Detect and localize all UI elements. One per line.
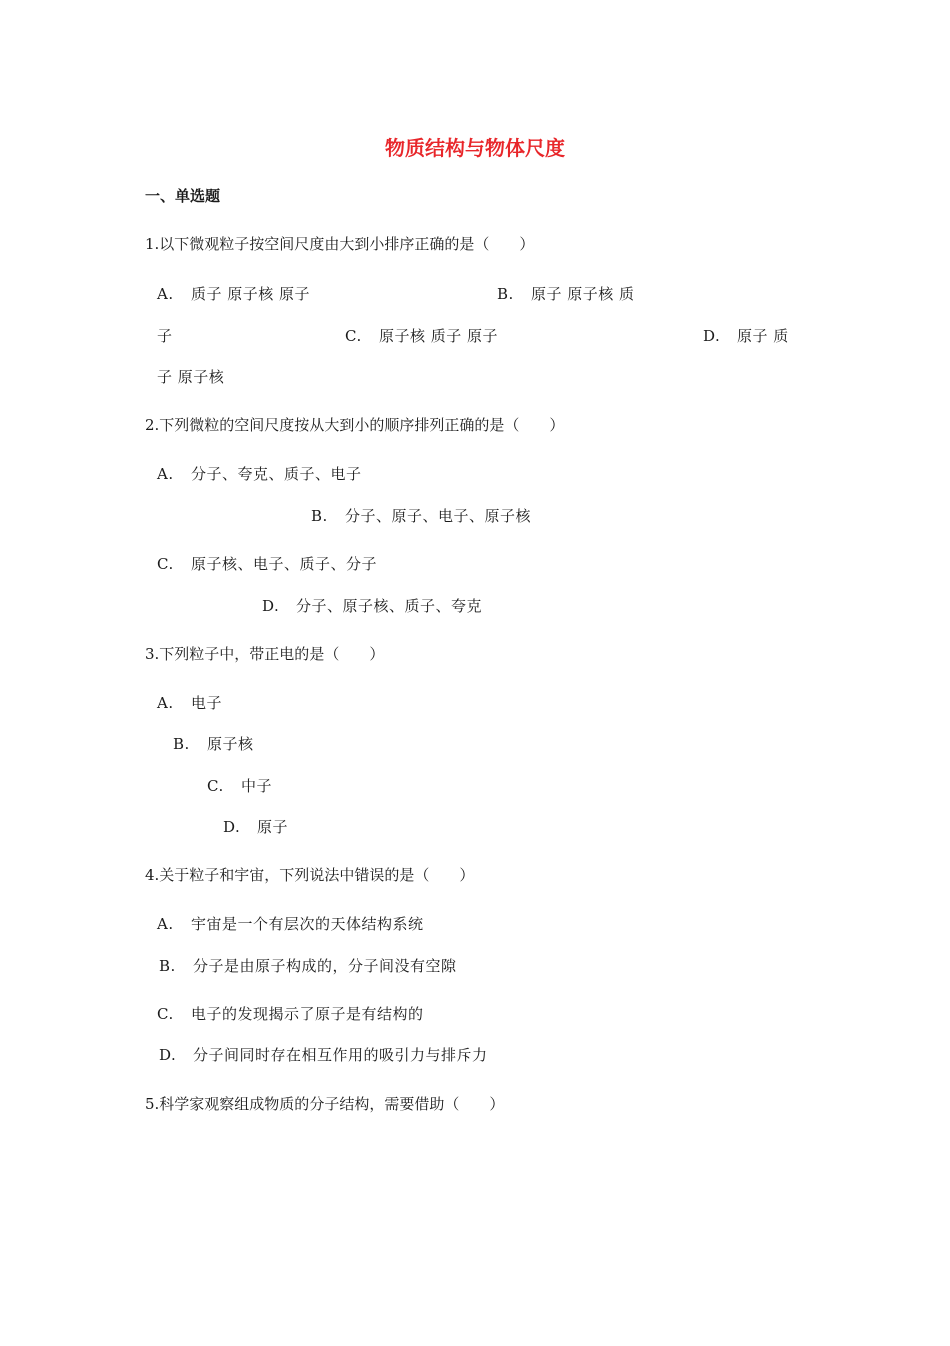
question-1-option-d-wrap: 子 原子核 <box>157 368 225 386</box>
question-4-stem: 4.关于粒子和宇宙，下列说法中错误的是（ ） <box>145 866 475 884</box>
question-1-option-d: D. 原子 质 <box>703 327 789 345</box>
question-2-option-c: C. 原子核、电子、质子、分子 <box>157 555 378 573</box>
question-1-option-a: A. 质子 原子核 原子 <box>157 285 311 303</box>
question-1-option-b: B. 原子 原子核 质 <box>497 285 635 303</box>
question-3-stem: 3.下列粒子中，带正电的是（ ） <box>145 645 385 663</box>
question-1-option-b-wrap: 子 <box>157 327 173 345</box>
question-3-option-b: B. 原子核 <box>173 735 254 753</box>
question-2-stem: 2.下列微粒的空间尺度按从大到小的顺序排列正确的是（ ） <box>145 416 565 434</box>
question-1-option-c: C. 原子核 质子 原子 <box>345 327 499 345</box>
document-title: 物质结构与物体尺度 <box>385 136 565 160</box>
question-3-option-c: C. 中子 <box>207 777 273 795</box>
question-2-option-b: B. 分子、原子、电子、原子核 <box>311 507 532 525</box>
question-1-stem: 1.以下微观粒子按空间尺度由大到小排序正确的是（ ） <box>145 235 535 253</box>
question-4-option-c: C. 电子的发现揭示了原子是有结构的 <box>157 1005 424 1023</box>
question-2-option-a: A. 分子、夸克、质子、电子 <box>157 465 362 483</box>
section-heading: 一、单选题 <box>145 187 221 205</box>
question-5-stem: 5.科学家观察组成物质的分子结构，需要借助（ ） <box>145 1095 505 1113</box>
question-3-option-a: A. 电子 <box>157 694 223 712</box>
question-4-option-b: B. 分子是由原子构成的，分子间没有空隙 <box>159 957 457 975</box>
question-4-option-a: A. 宇宙是一个有层次的天体结构系统 <box>157 915 424 933</box>
question-2-option-d: D. 分子、原子核、质子、夸克 <box>262 597 483 615</box>
question-4-option-d: D. 分子间同时存在相互作用的吸引力与排斥力 <box>159 1046 488 1064</box>
question-3-option-d: D. 原子 <box>223 818 289 836</box>
